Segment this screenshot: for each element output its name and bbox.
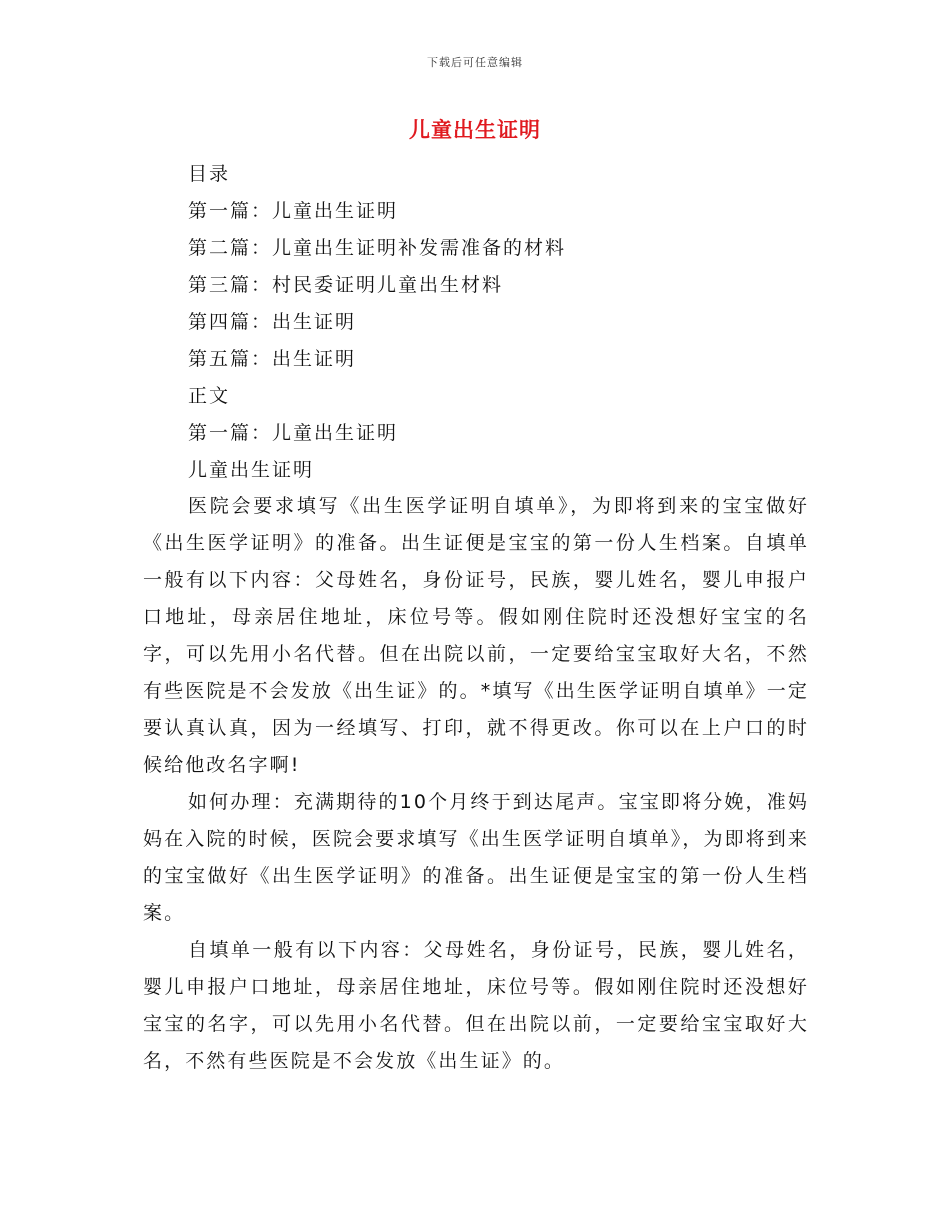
header-note: 下载后可任意编辑 (427, 56, 523, 69)
document-title: 儿童出生证明 (409, 118, 541, 142)
toc-item: 第一篇：儿童出生证明 (188, 200, 399, 222)
toc-heading: 目录 (188, 163, 231, 185)
paragraph: 医院会要求填写《出生医学证明自填单》，为即将到来的宝宝做好《出生医学证明》的准备。出生证便是宝宝的第一份人生档案。自填单一般有以下内容：父母姓名，身份证号，民族，婴儿姓名，婴儿申报户口地址，母亲居住地址，床位号等。假如刚住院时还没想好宝宝的名字，可以先用小名代替。但在出院以前，一定要给宝宝取好大名，不然有些医院是不会发放《出生证》的。*填写《出生医学证明自填单》一定要认真认真，因为一经填写、打印，就不得更改。你可以在上户口的时候给他改名字啊! (143, 495, 809, 776)
paragraph: 如何办理：充满期待的10个月终于到达尾声。宝宝即将分娩，准妈妈在入院的时候，医院会要求填写《出生医学证明自填单》，为即将到来的宝宝做好《出生医学证明》的准备。出生证便是宝宝的第一份人生档案。 (143, 791, 809, 924)
toc-item: 第二篇：儿童出生证明补发需准备的材料 (188, 237, 567, 259)
table-of-contents (188, 156, 828, 489)
chapter-heading: 第一篇：儿童出生证明 (188, 422, 399, 444)
paragraph: 自填单一般有以下内容：父母姓名，身份证号，民族，婴儿姓名，婴儿申报户口地址，母亲居住地址，床位号等。假如刚住院时还没想好宝宝的名字，可以先用小名代替。但在出院以前，一定要给宝宝取好大名，不然有些医院是不会发放《出生证》的。 (143, 939, 809, 1072)
toc-item: 第三篇：村民委证明儿童出生材料 (188, 274, 504, 296)
body-text (143, 488, 809, 1080)
toc-item: 第四篇：出生证明 (188, 311, 357, 333)
chapter-title: 儿童出生证明 (188, 459, 315, 481)
toc-item: 第五篇：出生证明 (188, 348, 357, 370)
section-heading-body: 正文 (188, 385, 231, 407)
